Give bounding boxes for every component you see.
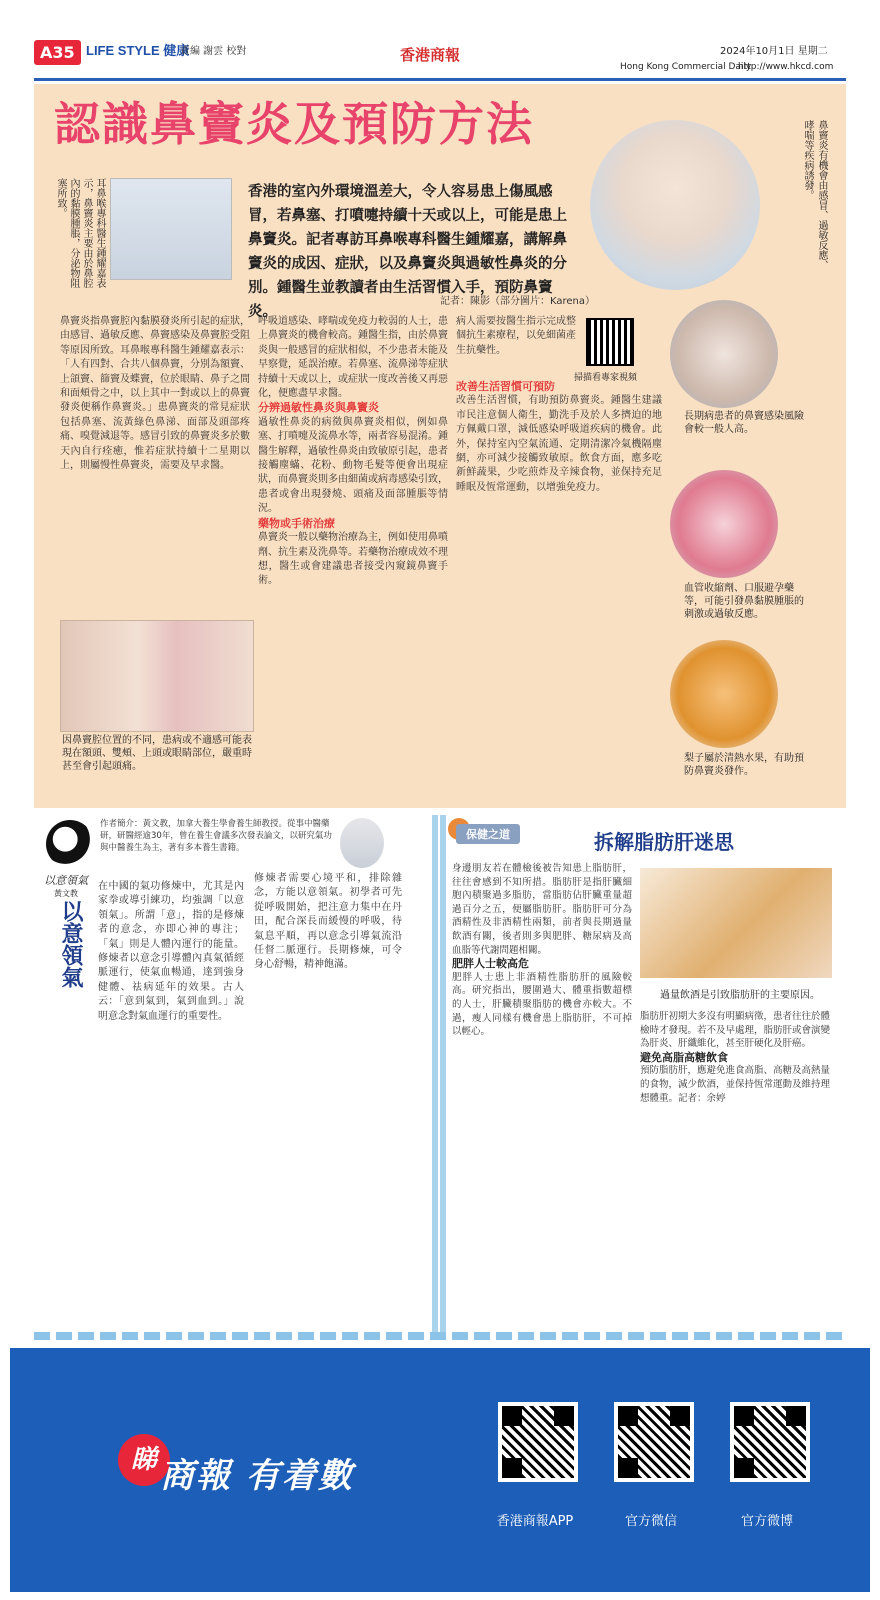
doctor-photo-caption: 耳鼻喉專科醫生鍾耀嘉表示，鼻竇炎主要由於鼻腔內的黏膜腫脹，分泌物阻塞所致。	[55, 178, 105, 288]
wechat-qr-code[interactable]	[614, 1402, 694, 1482]
health-body-2-text: 脂肪肝初期大多沒有明顯病徵，患者往往於體檢時才發現。若不及早處理，脂肪肝或會演變為肝炎、肝纖維化，甚至肝硬化及肝癌。	[640, 1011, 830, 1050]
nasal-model-photo	[60, 620, 254, 732]
qr-pattern-icon	[734, 1406, 806, 1478]
subhead-prevention: 改善生活習慣可預防	[456, 380, 555, 393]
column-body-1	[98, 880, 244, 1320]
pills-photo	[670, 470, 778, 578]
health-body-1-text: 身邊朋友若在體檢後被告知患上脂肪肝，往往會感到不知所措。脂肪肝是指肝臟細胞內積聚過多脂肪，當脂肪佔肝臟重量超過百分之五，便屬脂肪肝。脂肪肝可分為酒精性及非酒精性兩類，前者與長期過量飲酒有關，後者則多與肥胖、糖尿病及高血脂等代謝問題相關。	[452, 863, 632, 956]
health-body-2b-text: 預防脂肪肝，應避免進食高脂、高糖及高熱量的食物，減少飲酒，並保持恆常運動及維持理想體重。記者：余婷	[640, 1065, 830, 1104]
feature-column-4-text: 改善生活習慣，有助預防鼻竇炎。鍾醫生建議市民注意個人衛生，勤洗手及於人多擠迫的地方佩戴口罩，減低感染呼吸道疾病的機會。此外，保持室內空氣流通、定期清潔冷氣機隔塵網，亦可減少接觸致敏原。飲食方面，應多吃新鮮蔬果，少吃煎炸及辛辣食物，並保持充足睡眠及恆常運動，以增強免疫力。	[456, 395, 662, 493]
health-section-tag: 保健之道	[456, 824, 520, 844]
wine-toast-photo	[640, 868, 832, 978]
feature-column-3	[456, 315, 576, 375]
pears-photo	[670, 640, 778, 748]
column-author: 黃文教	[54, 889, 78, 898]
pills-photo-caption: 血管收縮劑、口服避孕藥等，可能引發鼻黏膜腫脹的刺激或過敏反應。	[684, 583, 804, 620]
woman-photo-caption: 鼻竇炎有機會由感冒、過敏反應、哮喘等疾病誘發。	[802, 120, 827, 270]
elderly-patient-photo	[670, 300, 778, 408]
woman-sneezing-photo	[590, 120, 760, 290]
weibo-qr-code[interactable]	[730, 1402, 810, 1482]
paper-english-name: Hong Kong Commercial Daily	[620, 62, 752, 72]
subhead-obesity: 肥胖人士較高危	[452, 957, 529, 971]
feature-title: 認識鼻竇炎及預防方法	[54, 97, 534, 151]
qr-pattern-icon	[502, 1406, 574, 1478]
column-body-2	[254, 872, 402, 1322]
wine-photo-caption: 過量飲酒是引致脂肪肝的主要原因。	[660, 990, 820, 1001]
feature-column-2	[258, 315, 448, 790]
section-name: LIFE STYLE 健康	[86, 43, 190, 58]
health-body-1b-text: 肥胖人士患上非酒精性脂肪肝的風險較高。研究指出，腰圍過大、體重指數超標的人士，肝臟積聚脂肪的機會亦較大。不過，瘦人同樣有機會患上脂肪肝，不可掉以輕心。	[452, 971, 632, 1038]
health-body-1	[452, 862, 632, 1332]
decorative-dash-row	[34, 1332, 846, 1340]
doctor-photo	[110, 178, 232, 280]
masthead-logo: 香港商報	[400, 46, 461, 64]
video-qr-code[interactable]	[586, 318, 634, 366]
elderly-photo-caption: 長期病患者的鼻竇感染風險會較一般人高。	[684, 411, 804, 435]
paper-url[interactable]: http://www.hkcd.com	[738, 62, 834, 72]
wechat-qr-label: 官方微信	[624, 1514, 677, 1529]
column-title: 以意領氣	[58, 900, 84, 988]
health-body-2	[640, 1010, 830, 1330]
page-number: A35	[34, 40, 81, 65]
subhead-treatment: 藥物或手術治療	[258, 516, 335, 530]
header-rule	[34, 78, 846, 81]
feature-column-2-text: 呼吸道感染、哮喘或免疫力較弱的人士，患上鼻竇炎的機會較高。鍾醫生指，由於鼻竇炎與一般感冒的症狀相似，不少患者未能及早察覺，延誤治療。若鼻塞、流鼻涕等症狀持續十天或以上，或症狀一度改善後又再惡化，便應盡早求醫。	[258, 316, 448, 400]
feature-column-3-text: 病人需要按醫生指示完成整個抗生素療程，以免細菌產生抗藥性。	[456, 316, 576, 356]
column-author-photo	[340, 818, 384, 868]
feature-byline: 記者：陳影（部分圖片：Karena）	[440, 296, 596, 307]
banner-badge: 睇	[118, 1434, 170, 1486]
feature-column-2c-text: 鼻竇炎一般以藥物治療為主，例如使用鼻噴劑、抗生素及洗鼻等。若藥物治療成效不理想，醫生或會建議患者接受內窺鏡鼻竇手術。	[258, 532, 448, 587]
app-qr-label: 香港商報APP	[496, 1514, 574, 1529]
feature-column-1	[60, 315, 250, 615]
subhead-allergy: 分辨過敏性鼻炎與鼻竇炎	[258, 401, 379, 415]
feature-column-2b-text: 過敏性鼻炎的病徵與鼻竇炎相似，例如鼻塞、打噴嚏及流鼻水等，兩者容易混淆。鍾醫生解釋，過敏性鼻炎由致敏原引起，患者接觸塵蟎、花粉、動物毛髮等便會出現症狀，而鼻竇炎則多由細菌或病毒感染引致，患者或會出現發燒、頭痛及面部腫脹等情況。	[258, 416, 448, 515]
editors-credit: 責編 謝雲 校對	[180, 46, 247, 57]
app-qr-code[interactable]	[498, 1402, 578, 1482]
column-body-1-text: 在中國的氣功修煉中，尤其是內家拳或導引練功，均強調「以意領氣」。所謂「意」，指的是修煉者的意念，亦即心神的專注；「氣」則是人體內運行的能量。修煉者以意念引導體內真氣循經脈運行，使氣血暢通，達到強身健體、祛病延年的效果。古人云：「意到氣到，氣到血到。」說明意念對氣血運行的重要性。	[98, 881, 244, 1022]
feature-column-1-text: 鼻竇炎指鼻竇腔內黏膜發炎所引起的症狀，由感冒、過敏反應、鼻竇感染及鼻竇腔受阻等原因所致。耳鼻喉專科醫生鍾耀嘉表示：「人有四對、合共八個鼻竇，分別為額竇、上頜竇、篩竇及蝶竇，位於眼睛、鼻子之間和面頰骨之中，以上其中一對或以上的鼻竇發炎便稱作鼻竇炎。」患鼻竇炎的常見症狀包括鼻塞、流黃綠色鼻涕、面部及頭部疼痛、嗅覺減退等。感冒引致的鼻竇炎多於數天內自行痊癒，惟若症狀持續十二星期以上，則屬慢性鼻竇炎，需要及早求醫。	[60, 316, 250, 472]
subhead-diet: 避免高脂高糖飲食	[640, 1050, 728, 1064]
feature-lead: 香港的室內外環境溫差大，令人容易患上傷風感冒，若鼻塞、打噴嚏持續十天或以上，可能是患上鼻竇炎。記者專訪耳鼻喉專科醫生鍾耀嘉，講解鼻竇炎的成因、症狀，以及鼻竇炎與過敏性鼻炎的分別。鍾醫生並教讀者由生活習慣入手，預防鼻竇炎。	[248, 183, 567, 320]
yin-yang-icon	[46, 820, 94, 868]
nasal-model-caption: 因鼻竇腔位置的不同，患病或不適感可能表現在額頭、雙頰、上頭或眼睛部位，嚴重時甚至會引起頭痛。	[62, 735, 252, 772]
banner-slogan: 商報 有着數	[160, 1456, 354, 1496]
column-logo-text: 以意領氣	[44, 874, 88, 887]
weibo-qr-label: 官方微博	[740, 1514, 793, 1529]
qr-pattern-icon	[618, 1406, 690, 1478]
video-qr-caption: 掃描看專家視頻	[574, 373, 638, 383]
pears-photo-caption: 梨子屬於清熱水果，有助預防鼻竇炎發作。	[684, 753, 804, 777]
issue-date: 2024年10月1日 星期二	[720, 46, 828, 57]
column-author-bio: 作者簡介：黃文教，加拿大養生學會養生師教授。從事中醫藥研，研醫經逾30年，曾在養生會議多次發表論文，以研究氣功與中醫養生為主，著有多本養生書籍。	[100, 819, 332, 853]
health-article-title: 拆解脂肪肝迷思	[594, 830, 734, 854]
column-body-2-text: 修煉者需要心境平和，排除雜念，方能以意領氣。初學者可先從呼吸開始，把注意力集中在丹田，配合深長而緩慢的呼吸，待氣息平順，再以意念引導氣流沿任督二脈運行。長期修煉，可令身心舒暢，精神飽滿。	[254, 873, 402, 971]
feature-column-4	[456, 380, 662, 780]
